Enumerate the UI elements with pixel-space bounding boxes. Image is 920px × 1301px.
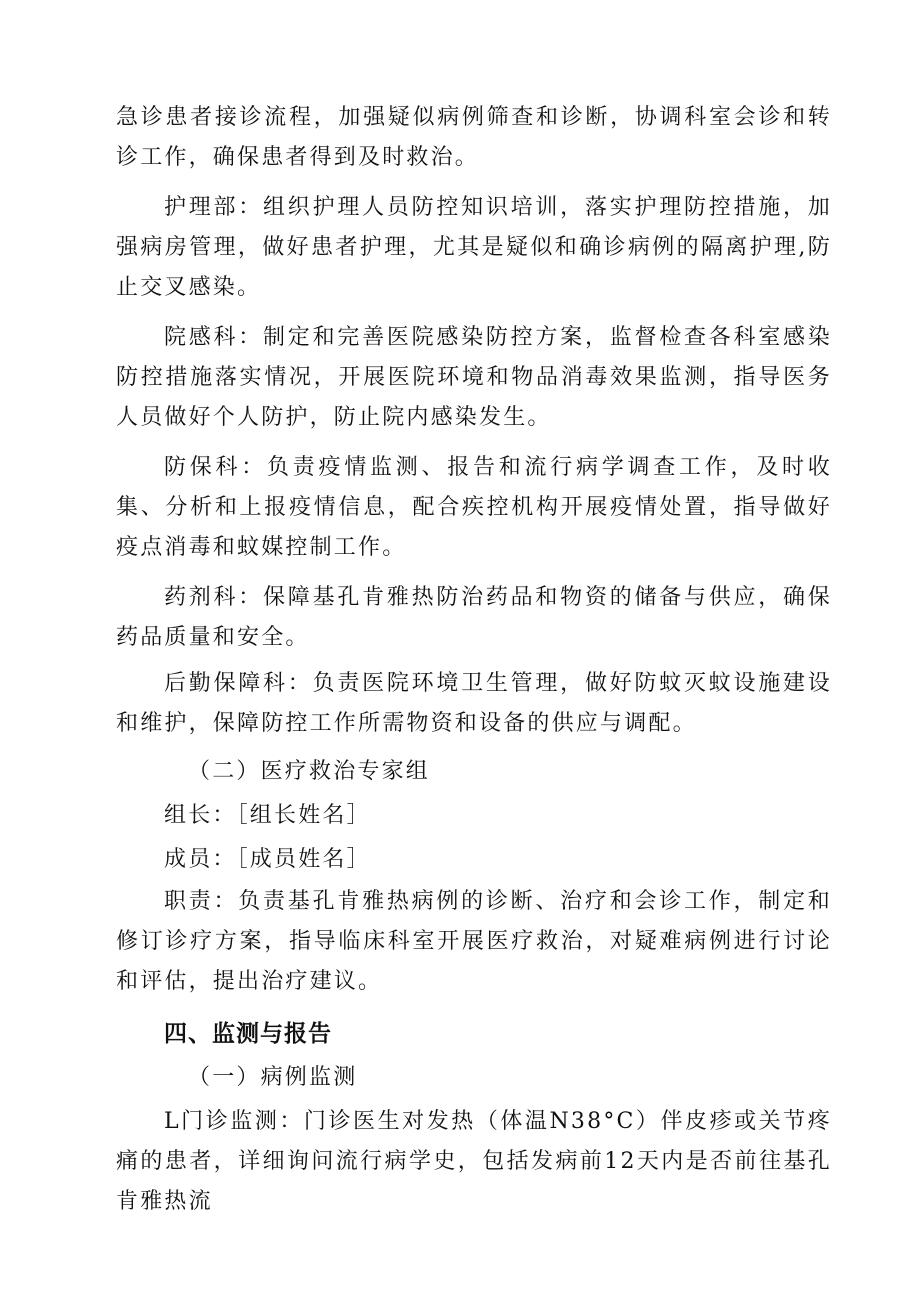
paragraph-prevention-department: 防保科：负责疫情监测、报告和流行病学调查工作，及时收集、分析和上报疫情信息，配合疾控机构开展疫情处置，指导做好疫点消毒和蚊媒控制工作。 — [116, 455, 832, 560]
paragraph-outpatient-monitoring: L门诊监测：门诊医生对发热（体温N38°C）伴皮疹或关节疼痛的患者，详细询问流行病学史，包括发病前12天内是否前往基孔肯雅热流 — [116, 1109, 832, 1214]
paragraph-group-members: 成员：［成员姓名］ — [164, 847, 371, 872]
paragraph-logistics: 后勤保障科：负责医院环境卫生管理，做好防蚊灭蚊设施建设和维护，保障防控工作所需物资和设备的供应与调配。 — [116, 671, 832, 736]
paragraph-emergency-continuation: 急诊患者接诊流程，加强疑似病例筛查和诊断，协调科室会诊和转诊工作，确保患者得到及时救治。 — [116, 105, 832, 170]
subheading-case-monitoring: （一）病例监测 — [188, 1065, 358, 1090]
subheading-expert-group: （二）医疗救治专家组 — [188, 759, 431, 784]
paragraph-responsibilities: 职责：负责基孔肯雅热病例的诊断、治疗和会诊工作，制定和修订诊疗方案，指导临床科室开展医疗救治，对疑难病例进行讨论和评估，提出治疗建议。 — [116, 889, 832, 994]
paragraph-group-leader: 组长：［组长姓名］ — [164, 803, 371, 828]
paragraph-nursing-department: 护理部：组织护理人员防控知识培训，落实护理防控措施，加强病房管理，做好患者护理，尤其是疑似和确诊病例的隔离护理,防止交叉感染。 — [116, 195, 832, 300]
paragraph-infection-control: 院感科：制定和完善医院感染防控方案，监督检查各科室感染防控措施落实情况，开展医院环境和物品消毒效果监测，指导医务人员做好个人防护，防止院内感染发生。 — [116, 325, 832, 430]
section-heading-monitoring: 四、监测与报告 — [164, 1021, 332, 1047]
paragraph-pharmacy: 药剂科：保障基孔肯雅热防治药品和物资的储备与供应，确保药品质量和安全。 — [116, 585, 832, 650]
